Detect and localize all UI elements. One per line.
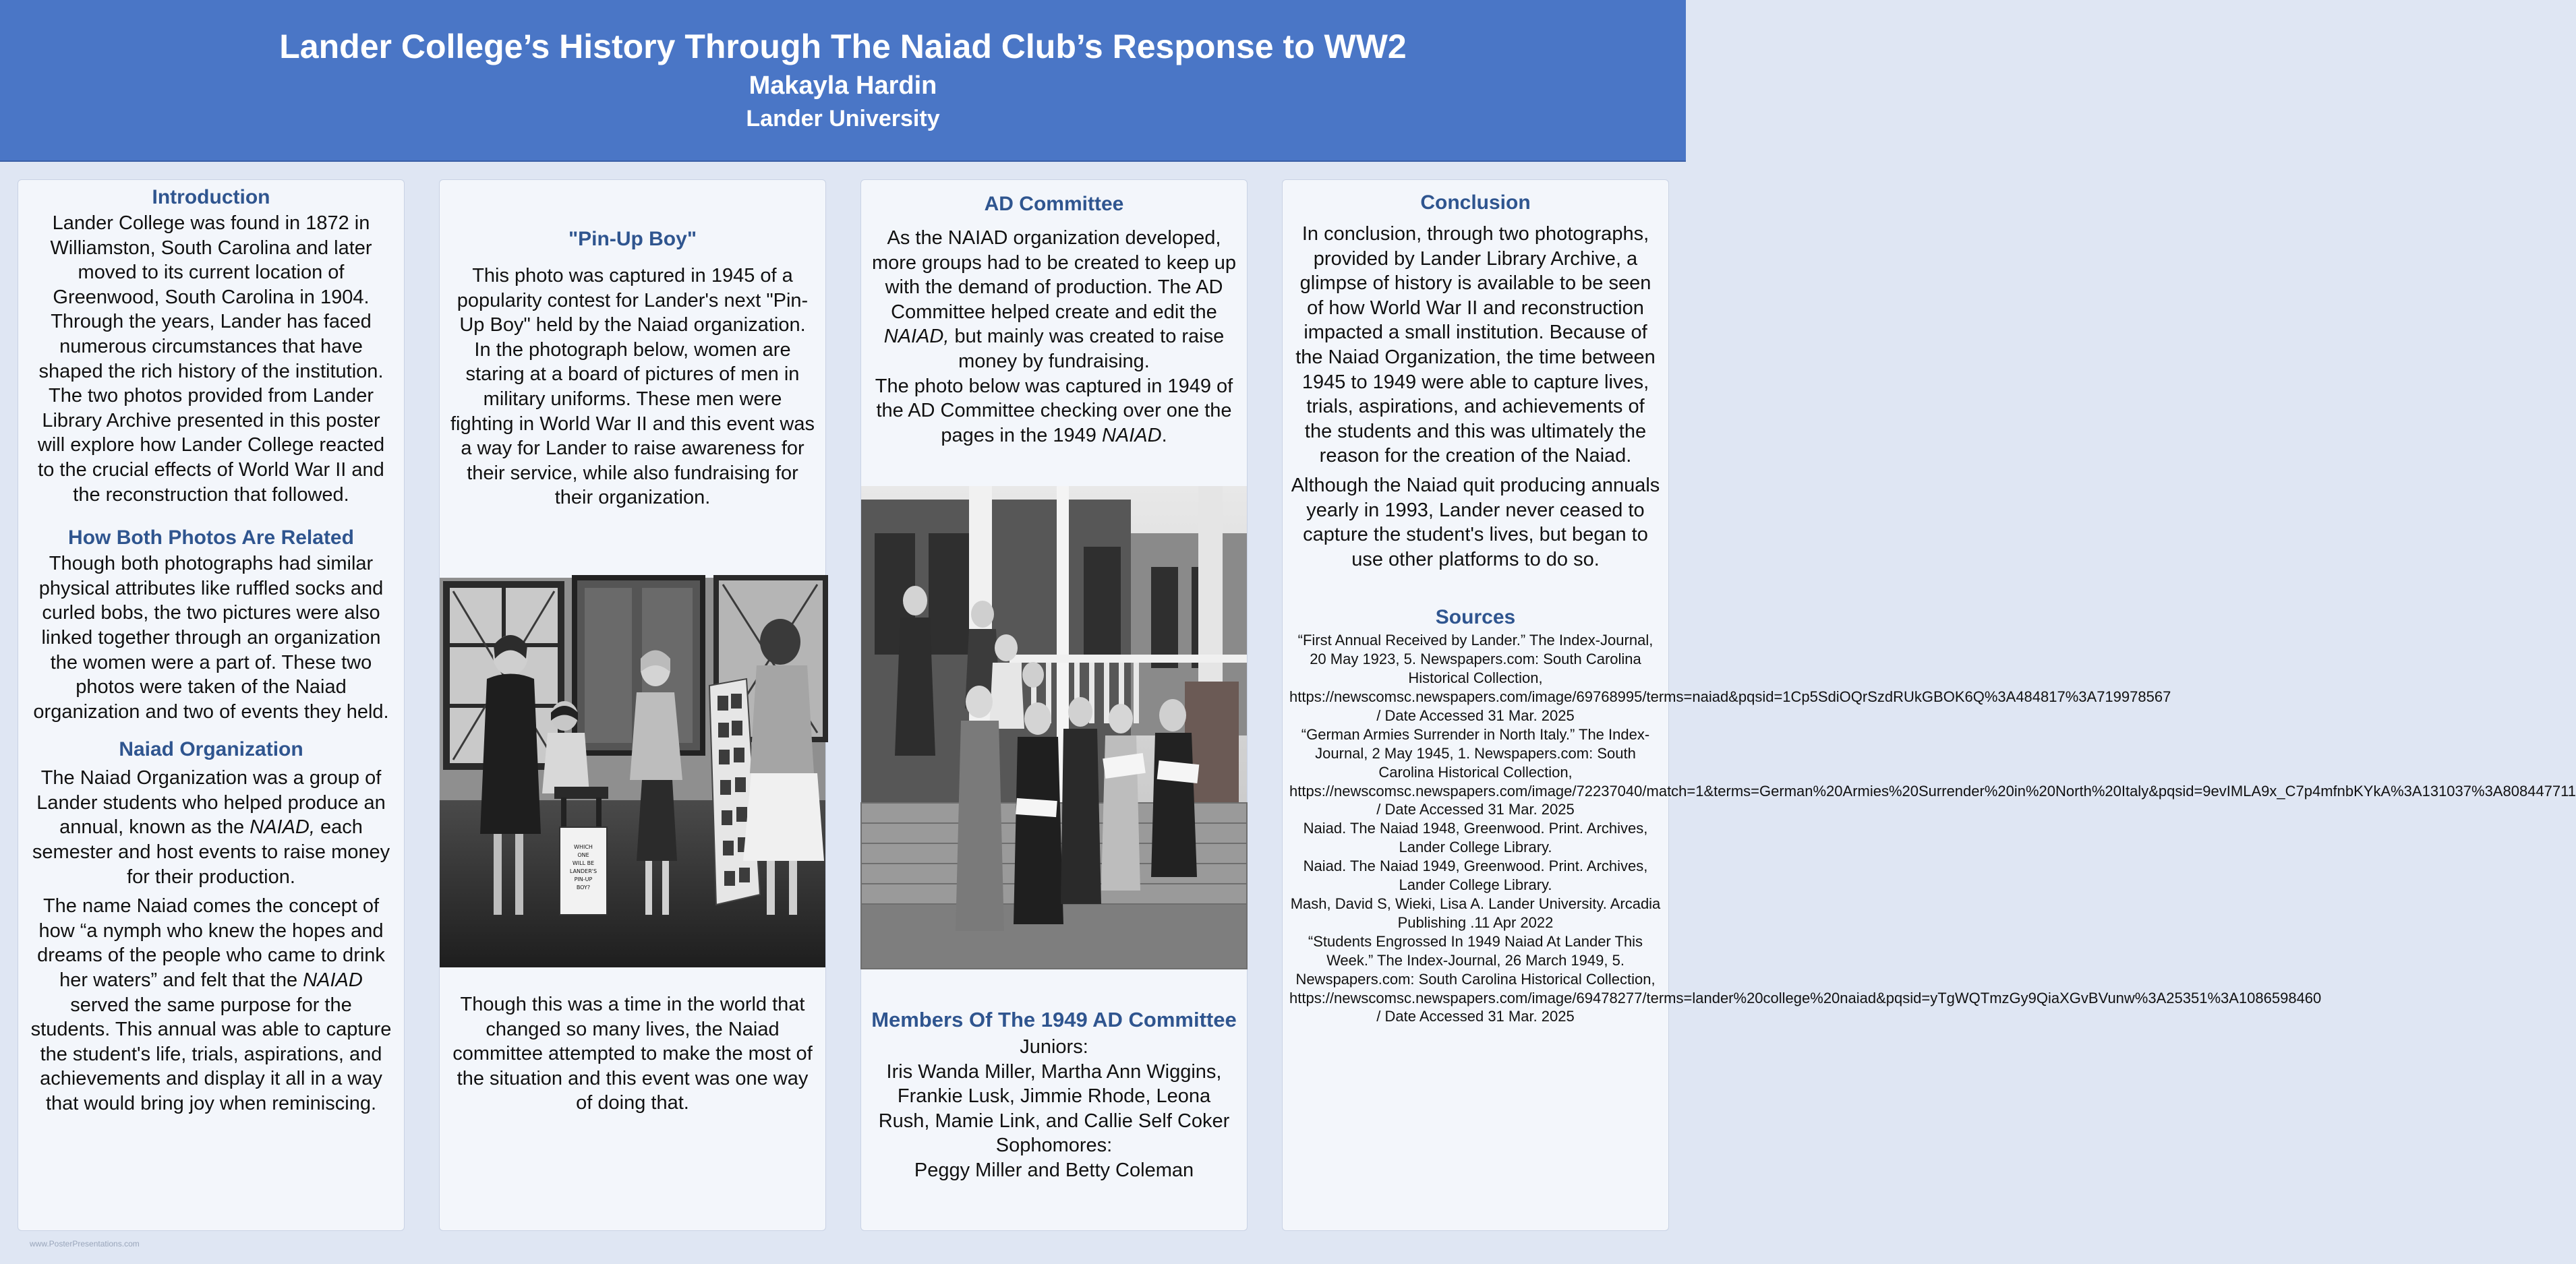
- juniors-names: Iris Wanda Miller, Martha Ann Wiggins, Frankie Lusk, Jimmie Rhode, Leona Rush, Mamie Link, and Callie Self Coker: [878, 1060, 1230, 1132]
- svg-text:ONE: ONE: [577, 852, 589, 858]
- related-text: Though both photographs had similar physical attributes like ruffled socks and curled bobs, the two pictures were also linked together through an organization the women were a part of. These two photos were taken of the Naiad organization and two of events they held.: [33, 553, 389, 723]
- column-2-panel: [439, 179, 826, 1231]
- svg-text:LANDER'S: LANDER'S: [569, 868, 597, 874]
- ad-committee-heading: AD Committee: [984, 193, 1124, 215]
- sources-heading: Sources: [1435, 606, 1516, 629]
- source-item: Naiad. The Naiad 1949, Greenwood. Print. Archives, Lander College Library.: [1303, 857, 1648, 894]
- pinup-contest-photo: [440, 578, 825, 967]
- source-item: “First Annual Received by Lander.” The Index-Journal, 20 May 1923, 5. Newspapers.com: South Carolina Historical Collection, https://newscomsc.newspapers.com/image/69768995/terms=naiad&pqsid=1Cp5SdiOQrSzdRUkGBOK6Q%3A484817%3A719978567 / Date Accessed 31 Mar. 2025: [1289, 632, 2171, 724]
- svg-text:WILL BE: WILL BE: [572, 860, 595, 866]
- sophomores-names: Peggy Miller and Betty Coleman: [914, 1159, 1194, 1181]
- pinup-photo-illustration: [440, 578, 825, 967]
- pinup-text: This photo was captured in 1945 of a popularity contest for Lander's next "Pin-Up Boy" held by the Naiad organization. In the photograph below, women are staring at a board of pictures of men in military uniforms. These men were fighting in World War II and this event was a way for Lander to raise awareness for their service, while also fundraising for their organization.: [450, 265, 815, 509]
- source-item: Mash, David S, Wieki, Lisa A. Lander University. Arcadia Publishing .11 Apr 2022: [1290, 895, 1661, 931]
- column-4-panel: [1282, 179, 2576, 1231]
- poster-author: Makayla Hardin: [749, 71, 937, 100]
- conclusion-heading: Conclusion: [1420, 191, 1531, 214]
- naiad-text-2: The name Naiad comes the concept of how “a nymph who knew the hopes and dreams of the people who came to drink her waters” and felt that the NAIAD served the same purpose for the students. This annual was able to capture the student's life, trials, aspirations, and achievements and display it all in a way that would bring joy when reminiscing.: [30, 895, 392, 1114]
- conclusion-text-2: Although the Naiad quit producing annuals yearly in 1993, Lander never ceased to capture the student's lives, but began to use other platforms to do so.: [1291, 474, 1660, 570]
- source-item: “Students Engrossed In 1949 Naiad At Lander This Week.” The Index-Journal, 26 March 1949, 5. Newspapers.com: South Carolina Historical Collection, https://newscomsc.newspapers.com/image/69478277/terms=lander%20college%20naiad&pqsid=yTgWQTmzGy9QiaXGvBVunw%3A25351%3A1086598460 / Date Accessed 31 Mar. 2025: [1289, 932, 2322, 1025]
- members-heading: Members Of The 1949 AD Committee: [871, 1008, 1237, 1031]
- source-item: “German Armies Surrender in North Italy.” The Index-Journal, 2 May 1945, 1. Newspapers.com: South Carolina Historical Collection, https://newscomsc.newspapers.com/image/72237040/match=1&terms=German%20Armies%20Surrender%20in%20North%20Italy&pqsid=9evIMLA9x_C7p4mfnbKYkA%3A131037%3A808447711 / Date Accessed 31 Mar. 2025: [1289, 725, 2576, 818]
- svg-text:PIN-UP: PIN-UP: [574, 876, 593, 882]
- poster-institution: Lander University: [746, 106, 940, 131]
- source-item: Naiad. The Naiad 1948, Greenwood. Print. Archives, Lander College Library.: [1303, 820, 1648, 856]
- svg-text:BOY?: BOY?: [576, 884, 591, 891]
- members-list: [861, 1035, 1247, 1183]
- related-heading: How Both Photos Are Related: [68, 526, 354, 549]
- introduction-text: Lander College was found in 1872 in Williamston, South Carolina and later moved to its current location of Greenwood, South Carolina in 1904. Through the years, Lander has faced numerous circumstances that have shaped the rich history of the institution. The two photos provided from Lander Library Archive presented in this poster will explore how Lander College reacted to the crucial effects of World War II and the reconstruction that followed.: [37, 212, 385, 506]
- ad-committee-text-2: The photo below was captured in 1949 of the AD Committee checking over one the pages in the 1949 NAIAD.: [875, 375, 1233, 446]
- juniors-label: Juniors:: [1020, 1036, 1088, 1058]
- introduction-heading: Introduction: [152, 186, 270, 208]
- ad-committee-photo: [861, 486, 1247, 969]
- svg-text:WHICH: WHICH: [574, 844, 593, 850]
- column-1-panel: [18, 179, 405, 1231]
- sources-list: [1283, 631, 2576, 1026]
- poster-title: Lander College’s History Through The Naiad Club’s Response to WW2: [279, 28, 1407, 65]
- naiad-heading: Naiad Organization: [119, 738, 303, 761]
- column-3-panel: [860, 179, 1248, 1231]
- sophomores-label: Sophomores:: [995, 1135, 1113, 1157]
- footer-watermark: www.PosterPresentations.com: [30, 1239, 140, 1248]
- conclusion-text-1: In conclusion, through two photographs, provided by Lander Library Archive, a glimpse of history is available to be seen of how World War II and reconstruction impacted a small institution. Because of the Naiad Organization, the time between 1945 to 1949 were able to capture lives, trials, aspirations, and achievements of the students and this was ultimately the reason for the creation of the Naiad.: [1295, 223, 1656, 467]
- ad-committee-photo-illustration: [861, 486, 1247, 969]
- ad-committee-text-1: As the NAIAD organization developed, more groups had to be created to keep up with the demand of production. The AD Committee helped create and edit the NAIAD, but mainly was created to raise money by fundraising.: [871, 227, 1237, 372]
- naiad-text-1: The Naiad Organization was a group of Lander students who helped produce an annual, known as the NAIAD, each semester and host events to raise money for their production.: [32, 767, 390, 888]
- pinup-after-text: Though this was a time in the world that changed so many lives, the Naiad committee attempted to make the most of the situation and this event was one way of doing that.: [452, 994, 813, 1114]
- pinup-heading: "Pin-Up Boy": [568, 228, 697, 250]
- poster-header: [0, 0, 1686, 162]
